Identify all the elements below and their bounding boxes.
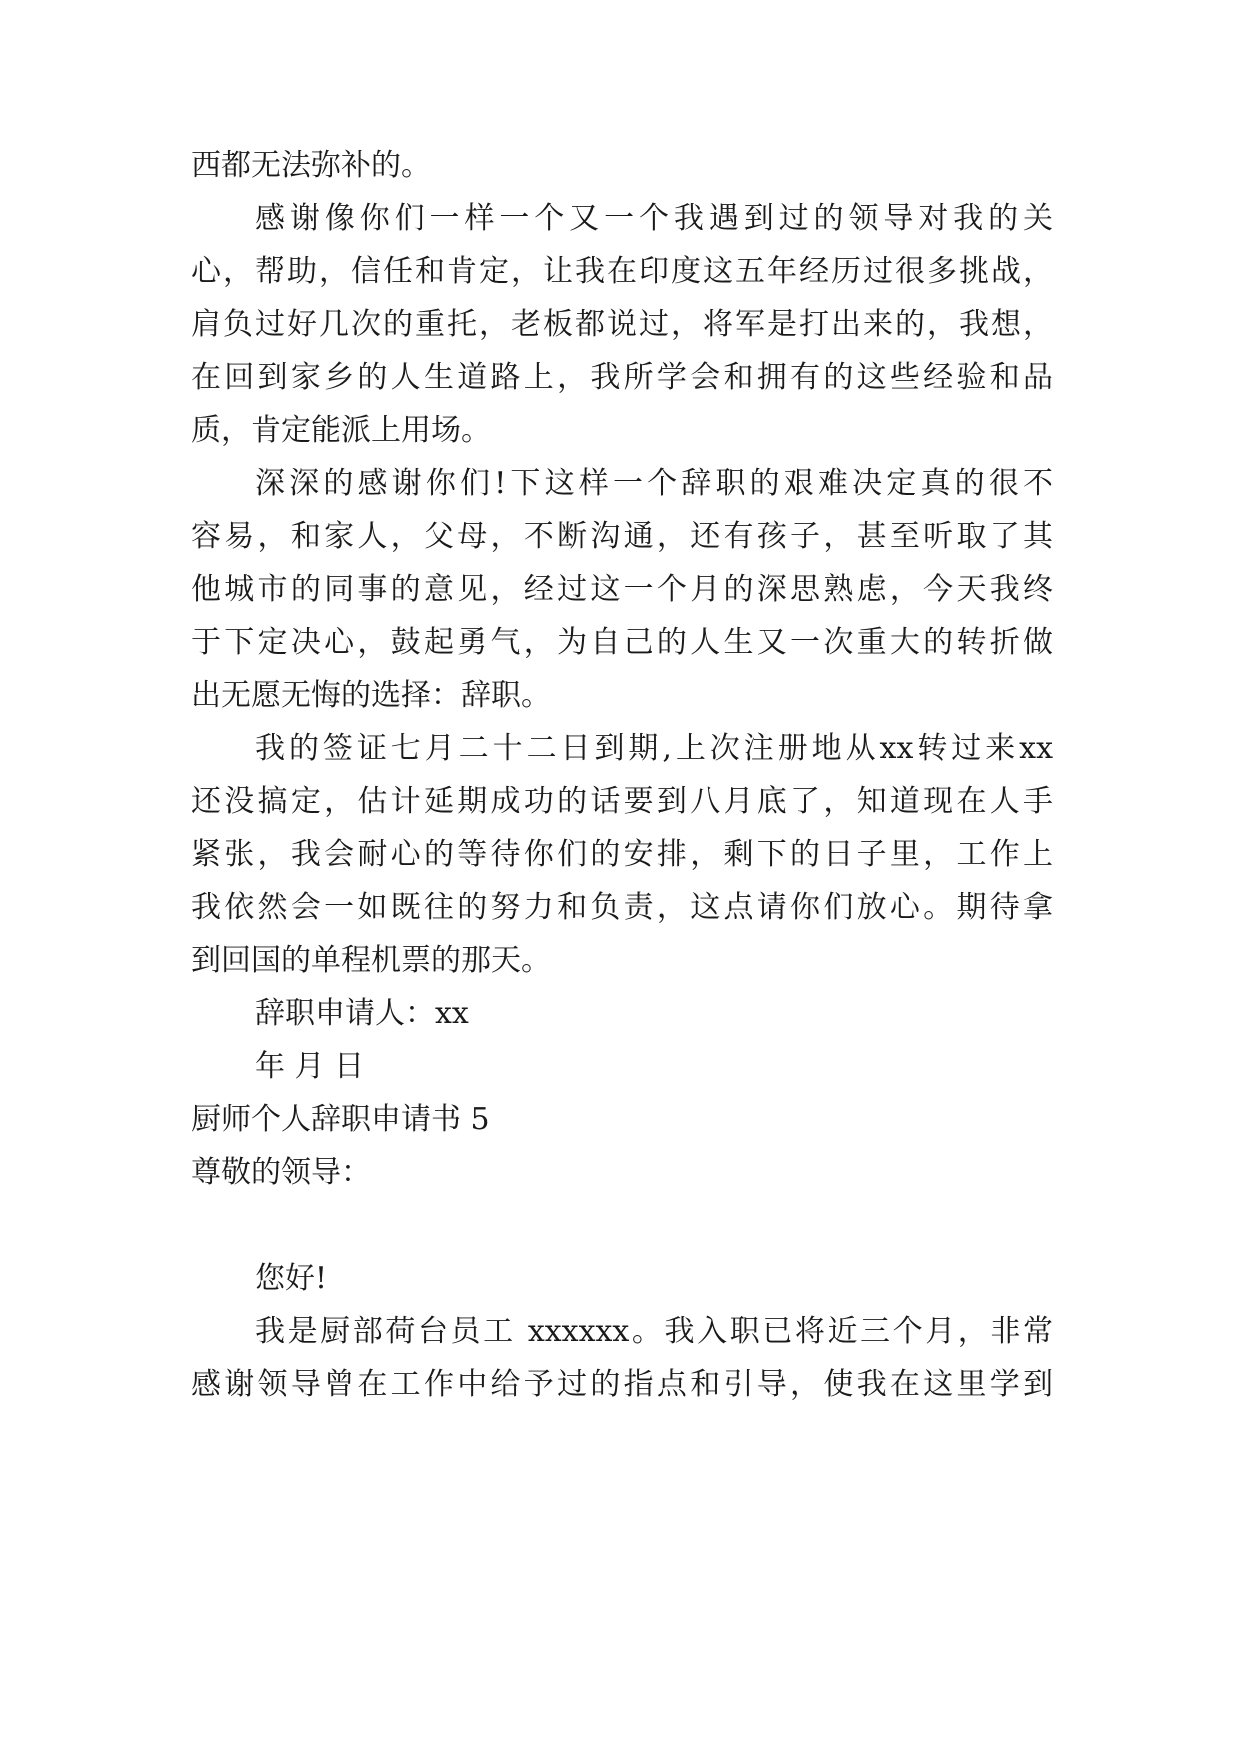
text-line: 我是厨部荷台员工 xxxxxx。我入职已将近三个月，非常 <box>255 1314 1053 1349</box>
text-line: 感谢像你们一样一个又一个我遇到过的领导对我的关 <box>255 201 1053 236</box>
text-line: 我依然会一如既往的努力和负责，这点请你们放心。期待拿 <box>191 890 1053 925</box>
text-line: 到回国的单程机票的那天。 <box>191 943 551 978</box>
text-line: 于下定决心，鼓起勇气，为自己的人生又一次重大的转折做 <box>191 625 1053 660</box>
salutation: 尊敬的领导： <box>191 1155 371 1190</box>
text-line: 感谢领导曾在工作中给予过的指点和引导，使我在这里学到 <box>191 1367 1053 1402</box>
text-line: 西都无法弥补的。 <box>191 148 431 183</box>
greeting: 您好! <box>255 1261 328 1296</box>
text-line: 还没搞定，估计延期成功的话要到八月底了，知道现在人手 <box>191 784 1053 819</box>
text-line: 我的签证七月二十二日到期,上次注册地从xx转过来xx <box>255 731 1053 766</box>
text-line: 在回到家乡的人生道路上，我所学会和拥有的这些经验和品 <box>191 360 1053 395</box>
text-line: 紧张，我会耐心的等待你们的安排，剩下的日子里，工作上 <box>191 837 1053 872</box>
section-title: 厨师个人辞职申请书 5 <box>191 1102 490 1137</box>
signature-line: 辞职申请人：xx <box>255 996 469 1031</box>
date-line: 年 月 日 <box>255 1049 365 1084</box>
text-line: 深深的感谢你们!下这样一个辞职的艰难决定真的很不 <box>255 466 1053 501</box>
text-line: 质，肯定能派上用场。 <box>191 413 491 448</box>
text-line: 肩负过好几次的重托，老板都说过，将军是打出来的，我想， <box>191 307 1053 342</box>
text-line: 心，帮助，信任和肯定，让我在印度这五年经历过很多挑战， <box>191 254 1053 289</box>
text-line: 他城市的同事的意见，经过这一个月的深思熟虑，今天我终 <box>191 572 1053 607</box>
text-line: 容易，和家人，父母，不断沟通，还有孩子，甚至听取了其 <box>191 519 1053 554</box>
text-line: 出无愿无悔的选择：辞职。 <box>191 678 551 713</box>
